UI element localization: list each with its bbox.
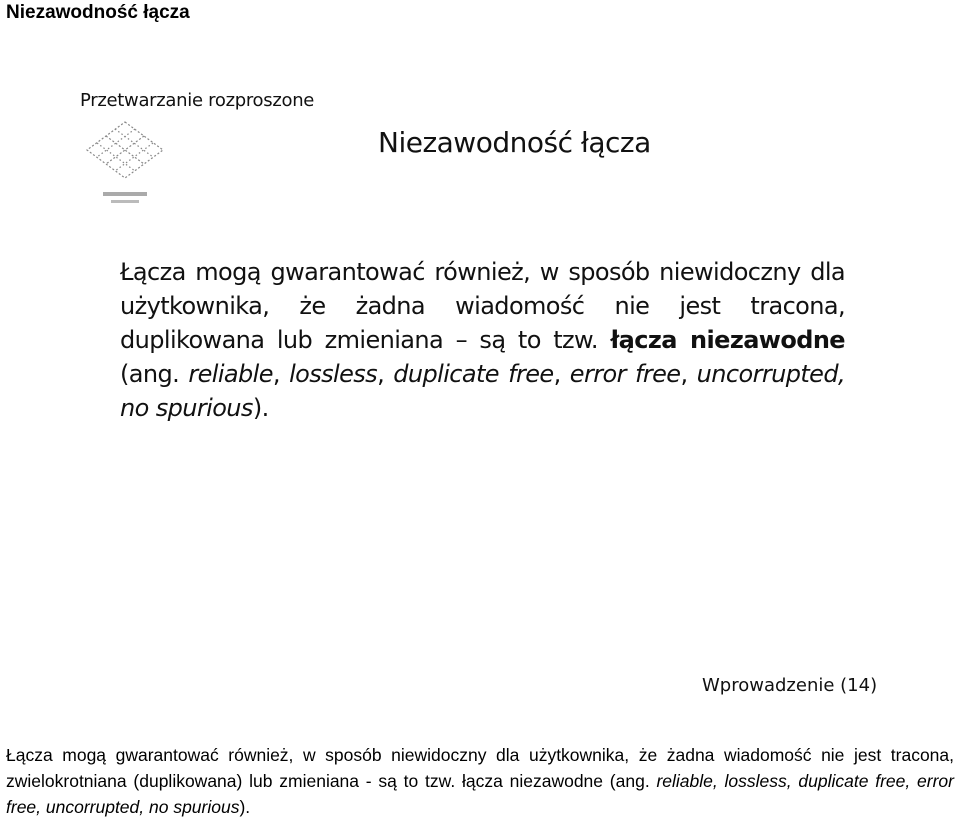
slide-header: Przetwarzanie rozproszone	[80, 90, 315, 111]
slide-footer: Wprowadzenie (14)	[702, 675, 878, 696]
slide-image	[70, 70, 900, 720]
slide-body-text: Łącza mogą gwarantować również, w sposób niewidoczny dla użytkownika, że żadna wiadomość nie jest tracona, duplikowana lub zmieniana – są to tzw. łącza niezawodne (ang. reliable, lossless, duplicate free, error free, uncorrupted, no spurious).	[120, 258, 845, 422]
slide-title: Niezawodność łącza	[378, 126, 651, 159]
grid-logo-icon	[85, 120, 165, 220]
page-title: Niezawodność łącza	[6, 2, 190, 23]
caption-text: Łącza mogą gwarantować również, w sposób niewidoczny dla użytkownika, że żadna wiadomość nie jest tracona, zwielokrotniana (duplikowana) lub zmieniana - są to tzw. łącza niezawodne (ang. reliable, lossless, duplicate free, error free, uncorrupted, no spurious).	[6, 745, 954, 817]
